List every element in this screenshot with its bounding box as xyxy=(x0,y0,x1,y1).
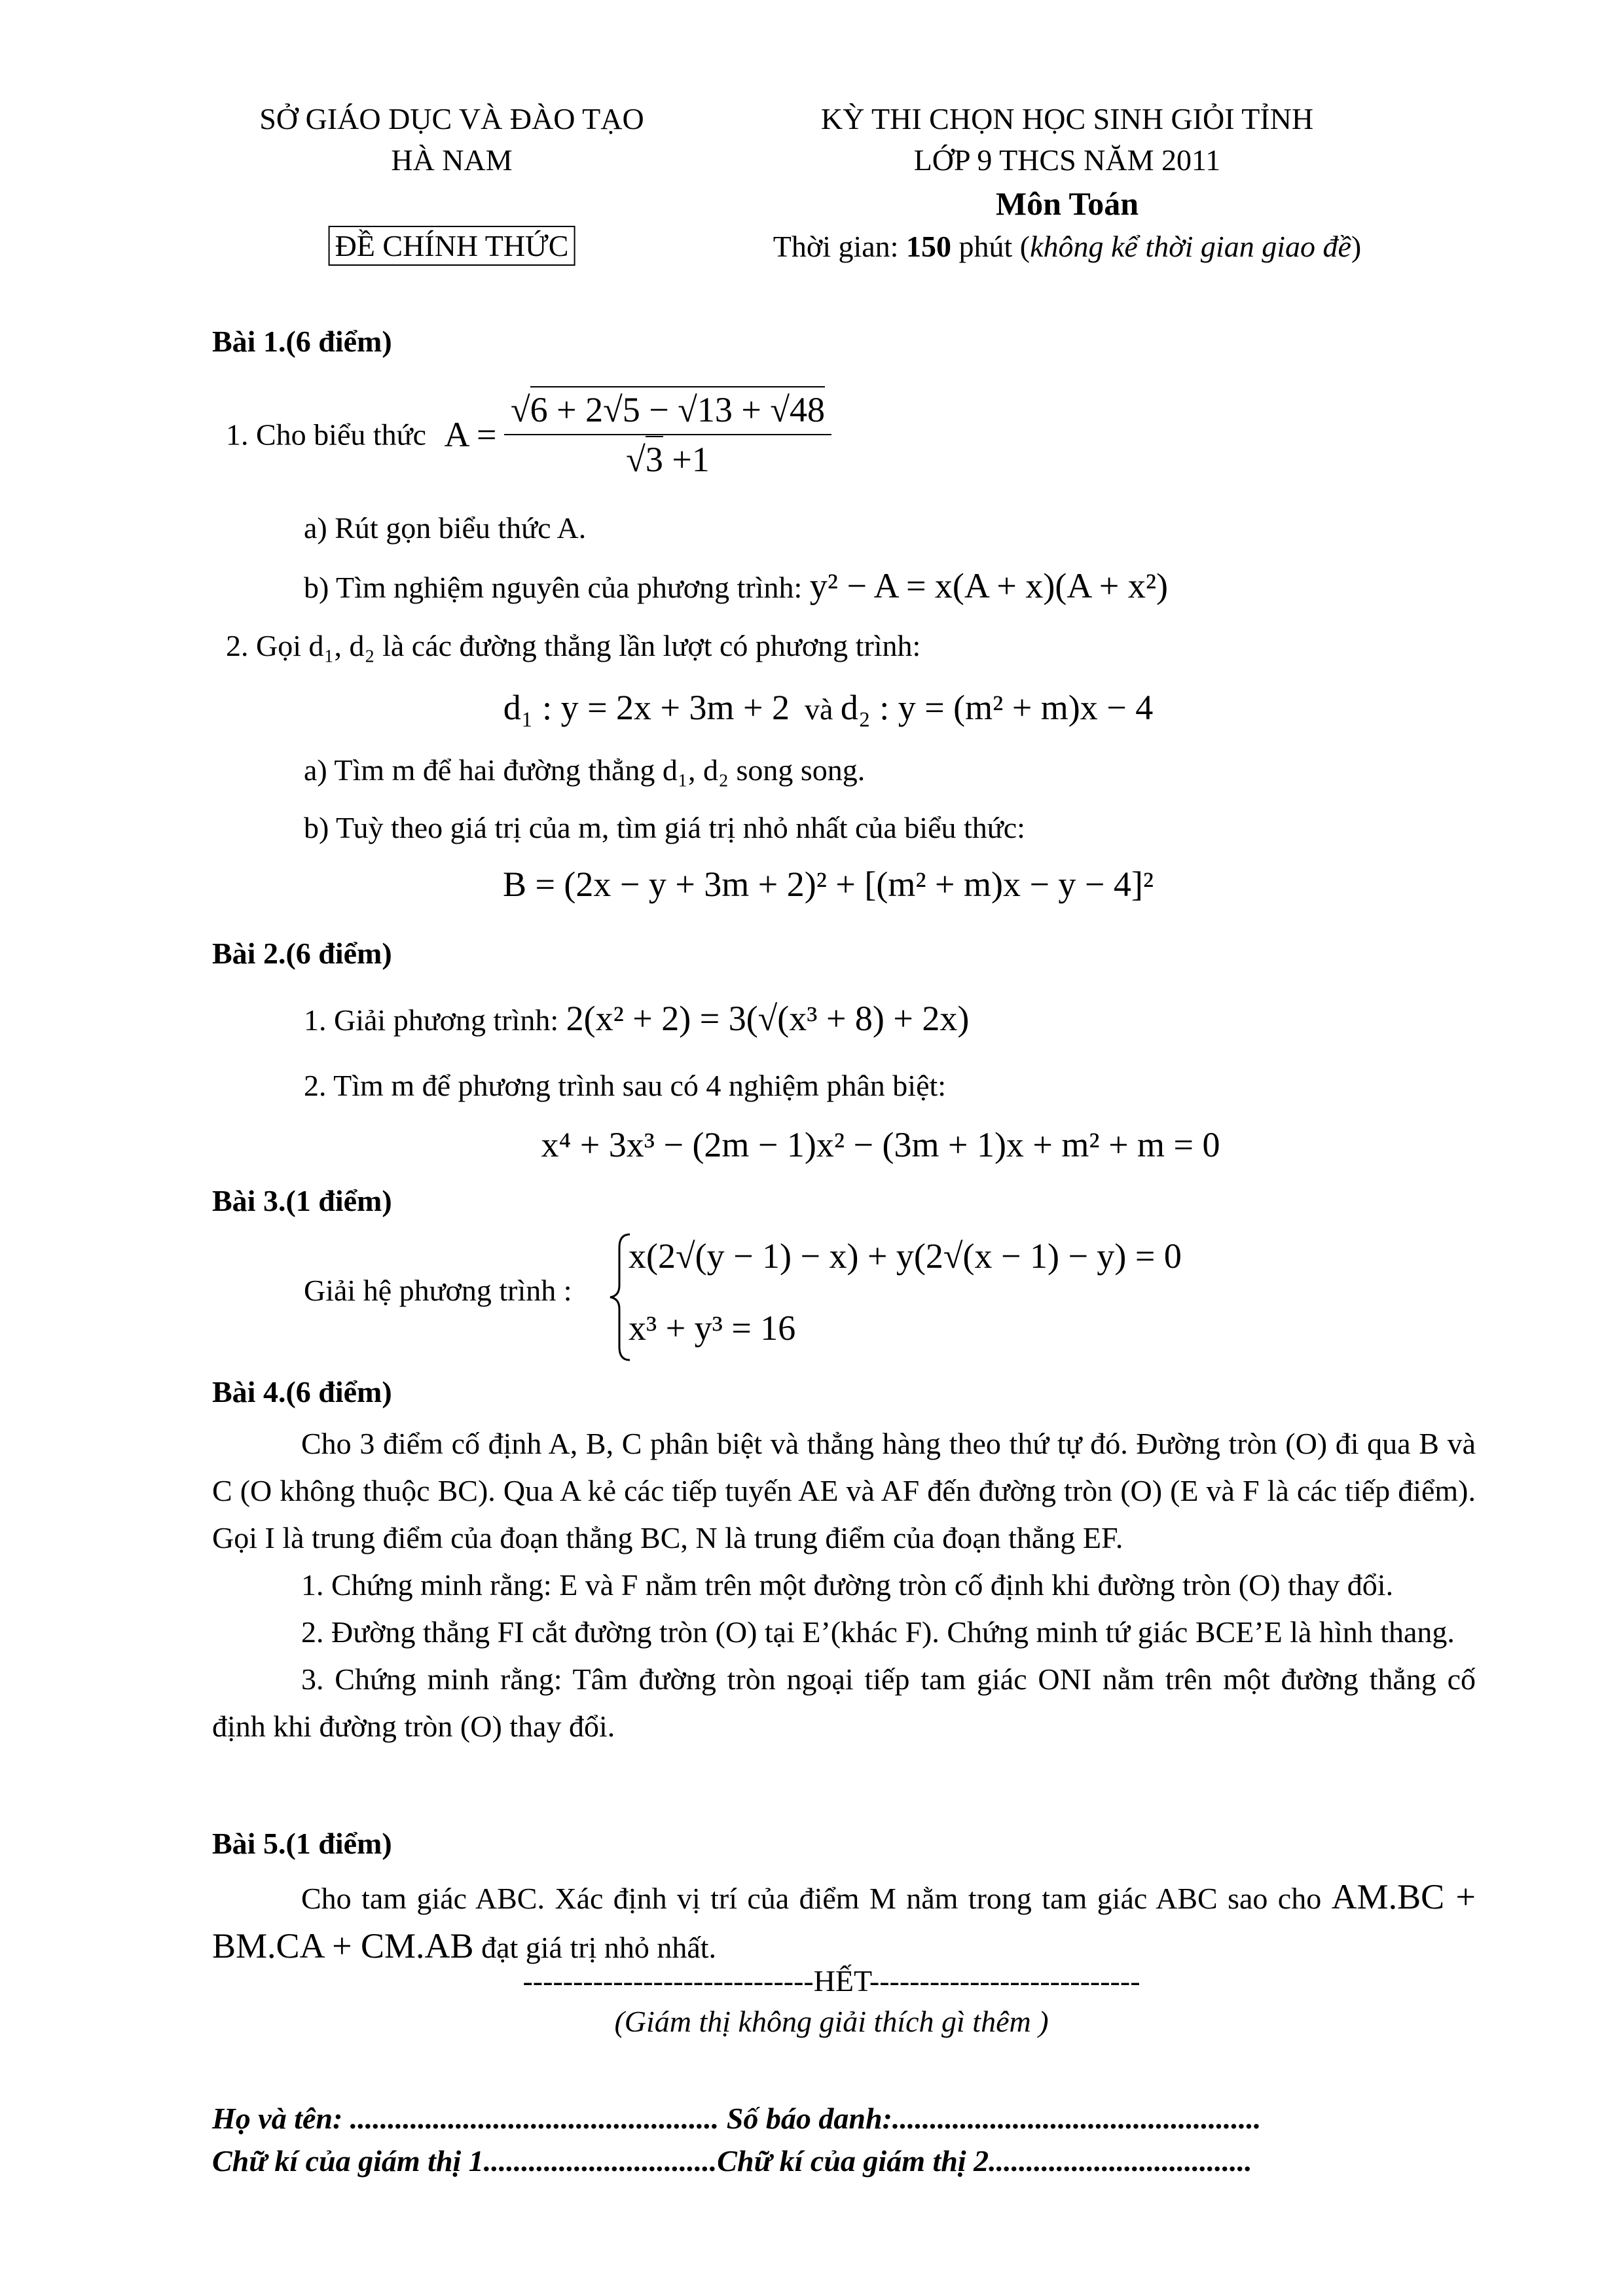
bai1-q1-label: 1. Cho biểu thức xyxy=(226,418,427,452)
and-word: và xyxy=(804,692,833,726)
exam-grade: LỚP 9 THCS NĂM 2011 xyxy=(913,143,1221,177)
bai3-label: Giải hệ phương trình : xyxy=(304,1274,572,1307)
time-info xyxy=(773,229,1361,264)
A-num-c: 13 + xyxy=(697,390,771,429)
bai3-eq1: x(2√(y − 1) − x) + y(2√(x − 1) − y) = 0 xyxy=(629,1236,1182,1276)
A-prefix: A = xyxy=(444,415,497,454)
bai4-title: Bài 4.(6 điểm) xyxy=(212,1375,392,1408)
bai5-expr: AM.BC + BM.CA + CM.AB xyxy=(212,1877,1476,1965)
bai5-tail: đạt giá trị nhỏ nhất. xyxy=(473,1931,717,1964)
bai2-q1-eq: 2(x² + 2) = 3(√(x³ + 8) + 2x) xyxy=(566,999,970,1038)
end-marker: -----------------------------HẾT--------------------------- xyxy=(522,1964,1140,1998)
bai3-title: Bài 3.(1 điểm) xyxy=(212,1184,392,1217)
bai2-q2-eq: x⁴ + 3x³ − (2m − 1)x² − (3m + 1)x + m² + m = 0 xyxy=(541,1125,1220,1164)
A-den-tail: +1 xyxy=(663,440,710,479)
bai1-q2-eqs xyxy=(503,687,1153,728)
candidate-line: Họ và tên: ................................................. Số báo danh:................................................. xyxy=(212,2102,1262,2135)
bai1-q1a: a) Rút gọn biểu thức A. xyxy=(304,511,587,545)
bai2-q1-text: 1. Giải phương trình: xyxy=(304,1003,559,1037)
time-prefix: Thời gian: xyxy=(773,230,906,263)
bai2-title: Bài 2.(6 điểm) xyxy=(212,937,392,970)
bai1-q1b xyxy=(304,565,1168,606)
bai1-q2: 2. Gọi d₁, d₂ là các đường thẳng lần lượt có phương trình: xyxy=(226,629,921,662)
bai5-text xyxy=(212,1873,1476,1971)
bai4-q1: 1. Chứng minh rằng: E và F nằm trên một đường tròn cố định khi đường tròn (O) thay đổi. xyxy=(301,1568,1394,1602)
bai4-q3: 3. Chứng minh rằng: Tâm đường tròn ngoại tiếp tam giác ONI nằm trên một đường thẳng cố định khi đường tròn (O) thay đổi. xyxy=(212,1662,1476,1743)
subject-title: Môn Toán xyxy=(995,185,1139,222)
A-num-b: 5 − xyxy=(622,390,678,429)
d2-eq: d₂ : y = (m² + m)x − 4 xyxy=(840,688,1154,727)
B-expression: B = (2x − y + 3m + 2)² + [(m² + m)x − y − 4]² xyxy=(502,865,1154,904)
bai5-title: Bài 5.(1 điểm) xyxy=(212,1827,392,1860)
proctor-note: (Giám thị không giải thích gì thêm ) xyxy=(614,2005,1049,2038)
bai4-body xyxy=(212,1420,1476,1750)
time-value: 150 xyxy=(905,230,951,263)
time-close: ) xyxy=(1351,230,1362,263)
bai1-q2b: b) Tuỳ theo giá trị của m, tìm giá trị nhỏ nhất của biểu thức: xyxy=(304,811,1025,844)
A-num-d: 48 xyxy=(790,386,825,429)
d1-eq: d₁ : y = 2x + 3m + 2 xyxy=(503,688,790,727)
bai1-q1b-eq: y² − A = x(A + x)(A + x²) xyxy=(809,566,1168,605)
bai5-body xyxy=(212,1873,1476,1971)
bai4-intro: Cho 3 điểm cố định A, B, C phân biệt và thẳng hàng theo thứ tự đó. Đường tròn (O) đi qua B và C (O không thuộc BC). Qua A kẻ các tiếp tuyến AE và AF đến đường tròn (O) (E và F là các tiếp điểm). Gọi I là trung điểm của đoạn thẳng BC, N là trung điểm của đoạn thẳng EF. xyxy=(212,1427,1476,1554)
signature-line: Chữ kí của giám thị 1...............................Chữ kí của giám thị 2................................... xyxy=(212,2144,1252,2178)
bai3-eq2: x³ + y³ = 16 xyxy=(629,1308,796,1348)
A-den: 3 xyxy=(646,436,663,479)
time-note: không kể thời gian giao đề xyxy=(1030,230,1351,263)
bai1-title: Bài 1.(6 điểm) xyxy=(212,325,392,358)
bai1-q1 xyxy=(226,389,831,480)
province-name: HÀ NAM xyxy=(391,143,513,177)
A-fraction: $\frac{√6 + 2√5 - √13 + √48}{√3 +1}$ xyxy=(504,389,831,480)
bai2-q1 xyxy=(304,998,969,1039)
bai5-p1: Cho tam giác ABC. Xác định vị trí của điểm M nằm trong tam giác ABC sao cho xyxy=(301,1882,1322,1915)
dept-name: SỞ GIÁO DỤC VÀ ĐÀO TẠO xyxy=(259,102,644,135)
A-num-a: 6 + 2 xyxy=(530,390,604,429)
bai4-q2: 2. Đường thẳng FI cắt đường tròn (O) tại E’(khác F). Chứng minh tứ giác BCE’E là hình thang. xyxy=(301,1615,1455,1649)
bai1-q1b-text: b) Tìm nghiệm nguyên của phương trình: xyxy=(304,571,803,604)
exam-title: KỲ THI CHỌN HỌC SINH GIỎI TỈNH xyxy=(820,102,1314,135)
bai1-q2a: a) Tìm m để hai đường thẳng d₁, d₂ song song. xyxy=(304,753,866,787)
time-unit: phút ( xyxy=(951,230,1030,263)
official-label: ĐỀ CHÍNH THỨC xyxy=(329,226,575,266)
bai2-q2: 2. Tìm m để phương trình sau có 4 nghiệm phân biệt: xyxy=(304,1069,947,1102)
